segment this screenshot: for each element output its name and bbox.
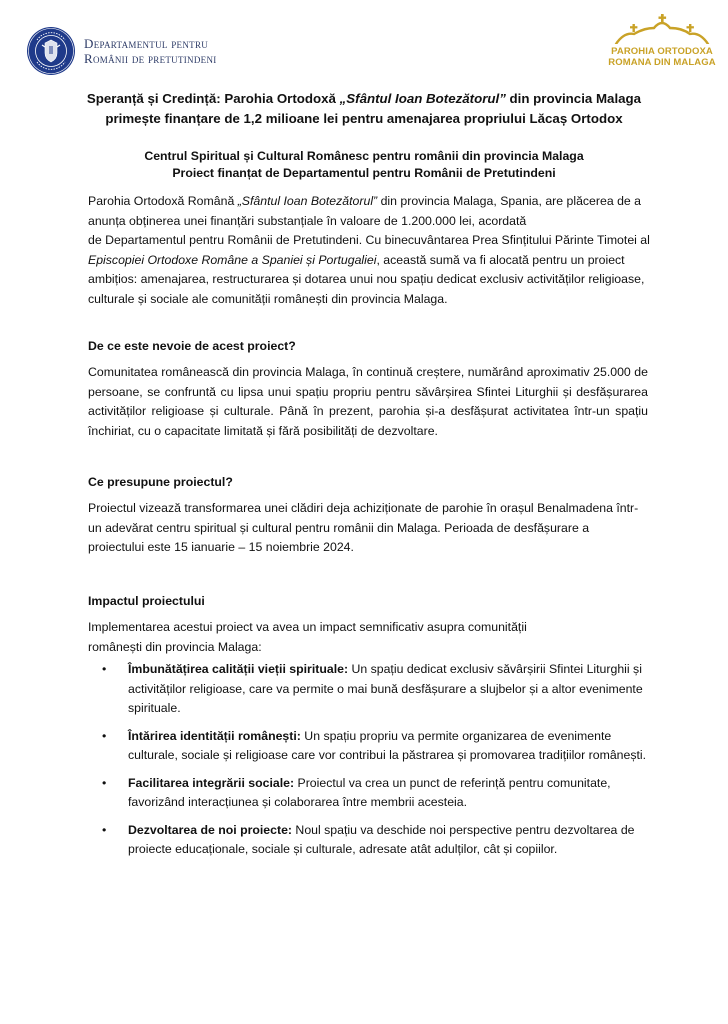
intro-text-2: din provincia Malaga, Spania, are plăcerea de a anunța obținerea unei finanțări substanțiale în valoare de 1.200.000 lei, acordată [88, 194, 642, 228]
impact-list-item [98, 660, 658, 719]
department-header [26, 26, 217, 76]
impact-item-text: Un spațiu propriu va permite organizarea de evenimente culturale, sociale și religioase care vor contribui la păstrarea și promovarea tradițiilor românești. [128, 728, 647, 762]
impact-item-title: Dezvoltarea de noi proiecte: [128, 822, 293, 837]
impact-list-item [98, 727, 658, 766]
bullet-icon: • [102, 775, 107, 790]
impact-list [98, 660, 658, 868]
project-text-line1: Proiectul vizează transformarea unei clădiri deja achiziționate de parohie în orașul Benalmadena într- [88, 501, 639, 515]
title-part2: din provincia Malaga primește finanțare de 1,2 milioane lei pentru amenajarea propriului Lăcaș Ortodox [105, 91, 642, 126]
section-impact-intro: Implementarea acestui proiect va avea un impact semnificativ asupra comunității românești din provincia Malaga: [88, 620, 527, 654]
impact-item-title: Întărirea identității românești: [128, 728, 301, 743]
impact-item-text: Proiectul va crea un punct de referință pentru comunitate, favorizând interacțiunea și colaborarea între membrii acesteia. [128, 775, 611, 809]
impact-item-title: Îmbunătățirea calității vieții spirituale: [128, 662, 349, 676]
intro-italic-1: „Sfântul Ioan Botezătorul” [237, 194, 378, 208]
section-heading-impact: Impactul proiectului [88, 594, 205, 608]
intro-text-3: de Departamentul pentru Românii de Pretutindeni. Cu binecuvântarea Prea Sfințitului Părinte Timotei al [88, 233, 650, 247]
project-text-line2: un adevărat centru spiritual și cultural pentru românii din Malaga. Perioada de desfășurare a [88, 520, 590, 535]
press-release-subtitle [60, 148, 668, 182]
section-project-text [88, 499, 658, 558]
impact-list-item [98, 774, 658, 813]
impact-item-text: Un spațiu dedicat exclusiv săvârșirii Sfintei Liturghii și activităților religioase, care va permite o mai bună desfășurare a slujbelor și a altor evenimente spirituale. [128, 662, 643, 715]
parish-name [604, 46, 720, 68]
intro-text-4: , această sumă va fi alocată pentru un proiect ambițios: amenajarea, restructurarea și dotarea unui nou spațiu dedicat exclusiv activităților religioase, culturale și sociale ale comunității românești din provincia Malaga. [88, 252, 645, 306]
section-heading-project: Ce presupune proiectul? [88, 475, 233, 489]
bullet-icon: • [102, 822, 107, 837]
department-name-line1: Departamentul pentru [84, 36, 209, 51]
intro-text-1: Parohia Ortodoxă Română [88, 194, 238, 208]
section-heading-need: De ce este nevoie de acest proiect? [88, 339, 296, 353]
romanian-government-seal-icon [26, 26, 76, 76]
subtitle-line2: Proiect finanțat de Departamentul pentru Românii de Pretutindeni [172, 166, 556, 180]
parish-name-line2: ROMANA DIN MALAGA [608, 57, 716, 68]
department-name-line2: Românii de pretutindeni [84, 51, 217, 66]
bullet-icon: • [102, 728, 107, 743]
section-need-text: Comunitatea românească din provincia Malaga, în continuă creștere, numărând aproximativ 25.000 de persoane, se confruntă cu lipsa unui spațiu propriu pentru săvârșirea Sfintei Liturghii și desfășurarea activităților religioase și culturale. Până în prezent, parohia și-a desfășurat activitatea într-un spațiu închiriat, cu o capacitate limitată și fără posibilități de dezvoltare. [88, 365, 648, 438]
press-release-title [60, 89, 668, 129]
intro-italic-2: Episcopiei Ortodoxe Române a Spaniei și Portugaliei [88, 252, 377, 267]
department-name [84, 36, 217, 66]
parish-logo [604, 14, 720, 68]
title-part1: Speranță și Credință: Parohia Ortodoxă [86, 91, 340, 106]
impact-item-text: Noul spațiu va deschide noi perspective pentru dezvoltarea de proiecte educaționale, sociale și culturale, adresate atât adulților, cât și copiilor. [128, 822, 635, 856]
title-italic: „Sfântul Ioan Botezătorul” [339, 91, 506, 106]
subtitle-line1: Centrul Spiritual și Cultural Românesc pentru românii din provincia Malaga [144, 149, 584, 163]
bullet-icon: • [102, 662, 107, 676]
parish-name-line1: PAROHIA ORTODOXA [611, 46, 713, 57]
impact-item-title: Facilitarea integrării sociale: [128, 775, 295, 790]
orthodox-church-domes-icon [604, 14, 720, 44]
impact-list-item [98, 821, 658, 860]
project-text-line3: proiectului este 15 ianuarie – 15 noiembrie 2024. [88, 540, 354, 554]
intro-paragraph [88, 192, 654, 309]
